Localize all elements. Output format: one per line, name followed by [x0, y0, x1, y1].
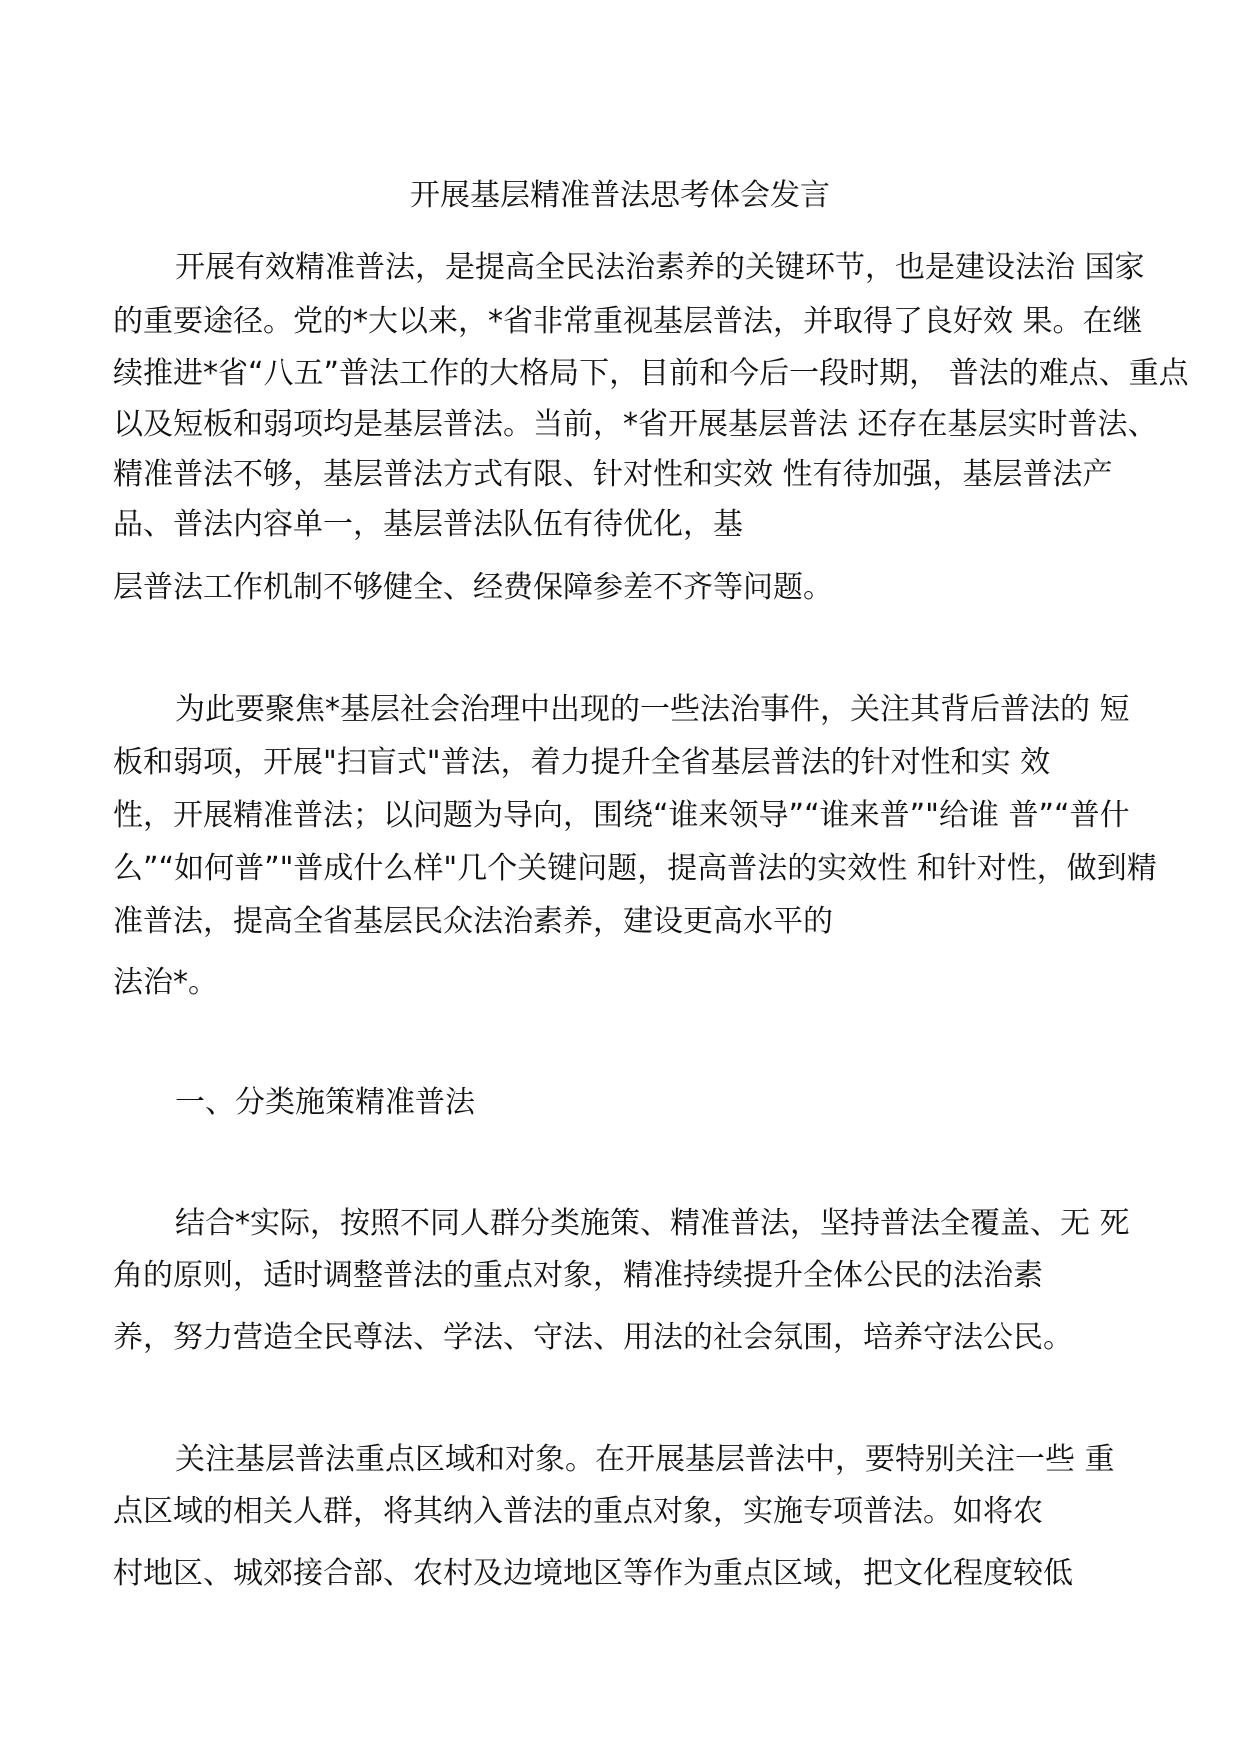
paragraph-line: 结合*实际，按照不同人群分类施策、精准普法，坚持普法全覆盖、无 死: [175, 1206, 1130, 1241]
paragraph-line: 点区域的相关人群，将其纳入普法的重点对象，实施专项普法。如将农: [113, 1494, 1043, 1529]
paragraph-line: 精准普法不够，基层普法方式有限、针对性和实效 性有待加强，基层普法产: [113, 457, 1113, 492]
paragraph-line: 板和弱项，开展"扫盲式"普法，着力提升全省基层普法的针对性和实 效: [113, 745, 1051, 780]
paragraph-line: 养，努力营造全民尊法、学法、守法、用法的社会氛围，培养守法公民。: [113, 1320, 1073, 1355]
paragraph-line: 以及短板和弱项均是基层普法。当前，*省开展基层普法 还存在基层实时普法、: [113, 407, 1158, 442]
paragraph-line: 角的原则，适时调整普法的重点对象，精准持续提升全体公民的法治素: [113, 1258, 1043, 1293]
paragraph-line: 为此要聚焦*基层社会治理中出现的一些法治事件，关注其背后普法的 短: [175, 692, 1130, 727]
paragraph-line: 性，开展精准普法；以问题为导向，围绕“谁来领导”“谁来普”"给谁 普”“普什: [113, 798, 1130, 833]
paragraph-line: 开展有效精准普法，是提高全民法治素养的关键环节，也是建设法治 国家: [175, 250, 1145, 285]
paragraph-line: 品、普法内容单一，基层普法队伍有待优化，基: [113, 507, 743, 542]
paragraph-line: 村地区、城郊接合部、农村及边境地区等作为重点区域，把文化程度较低: [113, 1556, 1073, 1591]
paragraph-line: 准普法，提高全省基层民众法治素养，建设更高水平的: [113, 904, 833, 939]
paragraph-line: 续推进*省“八五”普法工作的大格局下，目前和今后一段时期， 普法的难点、重点: [113, 356, 1189, 391]
paragraph-line: 么”“如何普”"普成什么样"几个关键问题，提高普法的实效性 和针对性，做到精: [113, 851, 1157, 886]
document-title: 开展基层精准普法思考体会发言: [410, 178, 830, 213]
paragraph-line: 的重要途径。党的*大以来，*省非常重视基层普法，并取得了良好效 果。在继: [113, 304, 1143, 339]
paragraph-line: 层普法工作机制不够健全、经费保障参差不齐等问题。: [113, 570, 833, 605]
section-heading: 一、分类施策精准普法: [175, 1085, 475, 1120]
paragraph-line: 法治*。: [113, 965, 218, 1000]
paragraph-line: 关注基层普法重点区域和对象。在开展基层普法中，要特别关注一些 重: [175, 1442, 1115, 1477]
